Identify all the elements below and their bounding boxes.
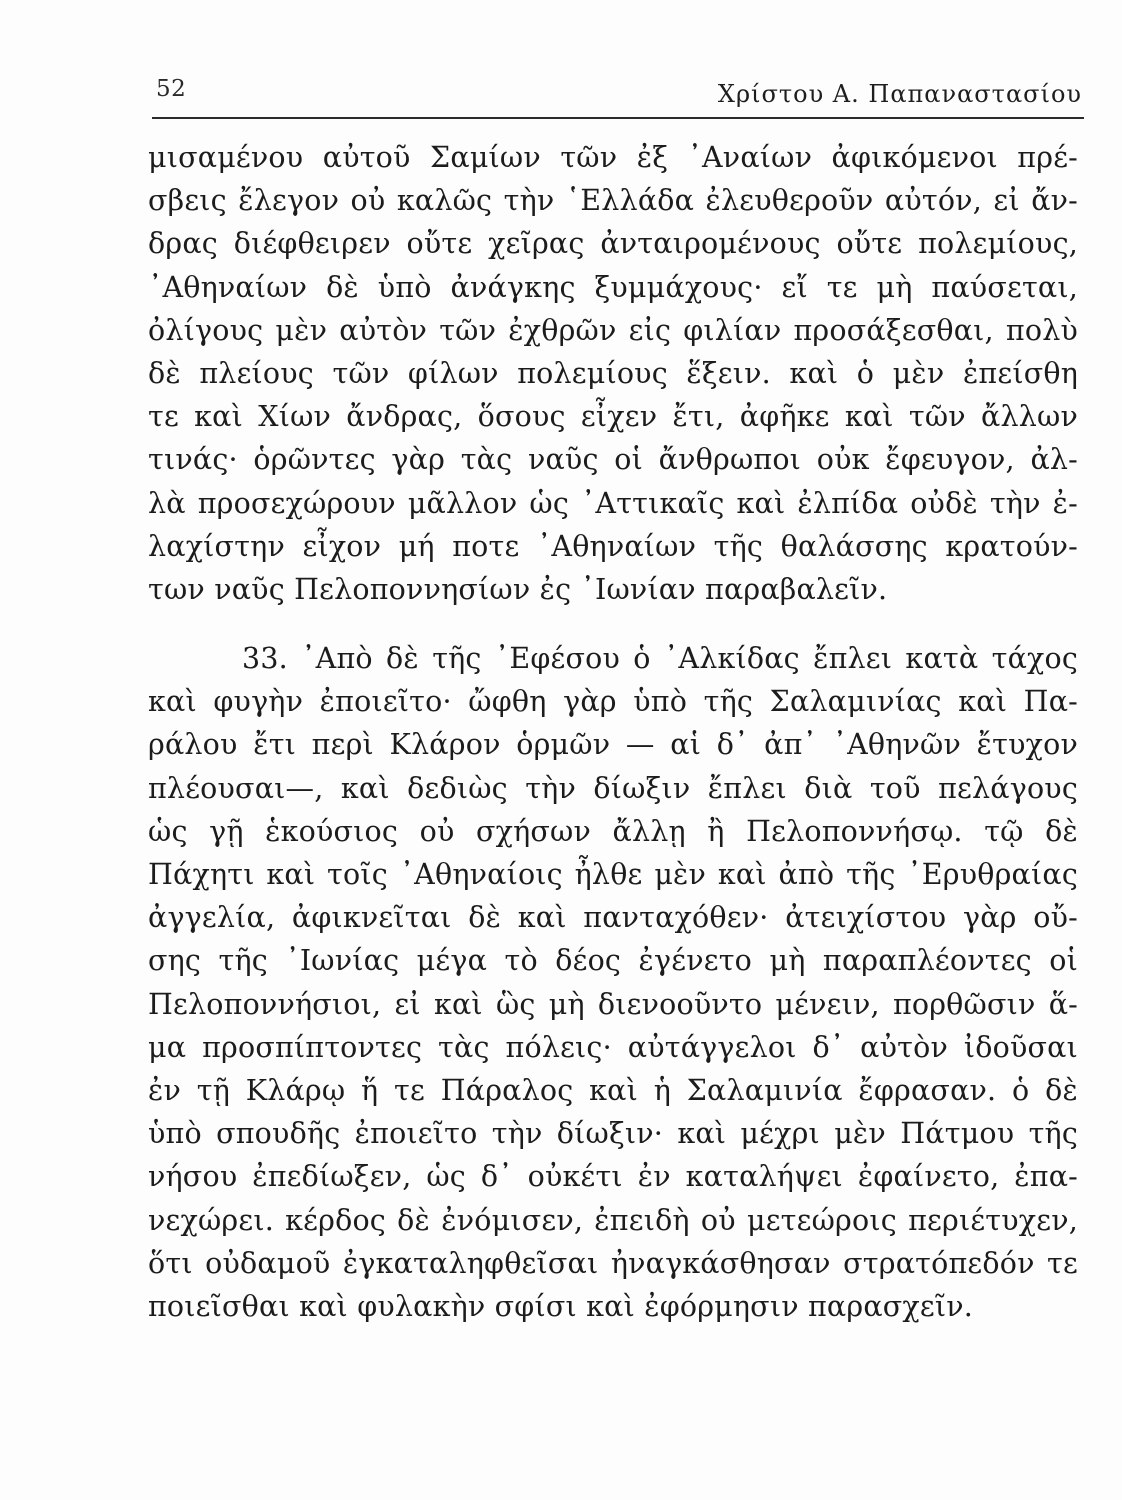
text-line: λὰ προσεχώρουν μᾶλλον ὡς ᾿Αττικαῖς καὶ ἐλπίδα οὐδὲ τὴν ἐ-	[148, 486, 1078, 520]
header-rule	[152, 117, 1084, 119]
text-line: ἐν τῇ Κλάρῳ ἥ τε Πάραλος καὶ ἡ Σαλαμινία ἔφρασαν. ὁ δὲ	[148, 1073, 1078, 1107]
text-line: Πελοποννήσιοι, εἰ καὶ ὣς μὴ διενοοῦντο μένειν, πορθῶσιν ἅ-	[148, 987, 1078, 1021]
text-line: μισαμένου αὐτοῦ Σαμίων τῶν ἐξ ᾿Αναίων ἀφικόμενοι πρέ-	[148, 141, 1078, 174]
text-line: νήσου ἐπεδίωξεν, ὡς δ᾿ οὐκέτι ἐν καταλήψει ἐφαίνετο, ἐπα-	[148, 1160, 1078, 1194]
body-text	[148, 136, 1078, 1328]
paragraph-2	[148, 637, 1078, 1328]
text-line: νεχώρει. κέρδος δὲ ἐνόμισεν, ἐπειδὴ οὐ μετεώροις περιέτυχεν,	[148, 1203, 1078, 1237]
text-line: καὶ φυγὴν ἐποιεῖτο· ὤφθη γὰρ ὑπὸ τῆς Σαλαμινίας καὶ Πα-	[148, 685, 1078, 719]
text-line: ἀγγελία, ἀφικνεῖται δὲ καὶ πανταχόθεν· ἀτειχίστου γὰρ οὔ-	[148, 901, 1078, 935]
text-line: σης τῆς ᾿Ιωνίας μέγα τὸ δέος ἐγένετο μὴ παραπλέοντες οἱ	[148, 944, 1078, 978]
text-line: ὑπὸ σπουδῆς ἐποιεῖτο τὴν δίωξιν· καὶ μέχρι μὲν Πάτμου τῆς	[148, 1117, 1078, 1151]
text-line: Πάχητι καὶ τοῖς ᾿Αθηναίοις ἦλθε μὲν καὶ ἀπὸ τῆς ᾿Ερυθραίας	[148, 858, 1078, 891]
text-line: ᾿Αθηναίων δὲ ὑπὸ ἀνάγκης ξυμμάχους· εἴ τε μὴ παύσεται,	[148, 270, 1078, 304]
text-line: δὲ πλείους τῶν φίλων πολεμίους ἕξειν. καὶ ὁ μὲν ἐπείσθη	[148, 356, 1078, 390]
text-line: 33. ᾿Απὸ δὲ τῆς ᾿Εφέσου ὁ ᾿Αλκίδας ἔπλει κατὰ τάχος	[242, 642, 1078, 676]
text-line: ράλου ἔτι περὶ Κλάρον ὁρμῶν — αἱ δ᾿ ἀπ᾿ ᾿Αθηνῶν ἔτυχον	[148, 728, 1078, 762]
text-line: λαχίστην εἶχον μή ποτε ᾿Αθηναίων τῆς θαλάσσης κρατούν-	[148, 529, 1078, 563]
text-line: τινάς· ὁρῶντες γὰρ τὰς ναῦς οἱ ἄνθρωποι οὐκ ἔφευγον, ἀλ-	[148, 443, 1078, 477]
text-line: σβεις ἔλεγον οὐ καλῶς τὴν ῾Ελλάδα ἐλευθεροῦν αὐτόν, εἰ ἄν-	[148, 184, 1078, 218]
page-number: 52	[156, 76, 187, 102]
paragraph-1	[148, 136, 1078, 611]
text-line: μα προσπίπτοντες τὰς πόλεις· αὐτάγγελοι δ᾿ αὐτὸν ἰδοῦσαι	[148, 1030, 1078, 1064]
text-line: τε καὶ Χίων ἄνδρας, ὅσους εἶχεν ἔτι, ἀφῆκε καὶ τῶν ἄλλων	[148, 400, 1078, 434]
text-line: ὀλίγους μὲν αὐτὸν τῶν ἐχθρῶν εἰς φιλίαν προσάξεσθαι, πολὺ	[148, 313, 1078, 347]
text-line: πλέουσαι—, καὶ δεδιὼς τὴν δίωξιν ἔπλει διὰ τοῦ πελάγους	[148, 771, 1078, 805]
running-title: Χρίστου Α. Παπαναστασίου	[717, 80, 1082, 108]
text-line: ποιεῖσθαι καὶ φυλακὴν σφίσι καὶ ἐφόρμησιν παρασχεῖν.	[148, 1289, 974, 1323]
text-line: ὡς γῇ ἑκούσιος οὐ σχήσων ἄλλῃ ἢ Πελοποννήσῳ. τῷ δὲ	[148, 814, 1078, 848]
paragraph-gap	[148, 611, 1078, 637]
text-line: ὅτι οὐδαμοῦ ἐγκαταληφθεῖσαι ἠναγκάσθησαν στρατόπεδόν τε	[148, 1246, 1078, 1280]
text-line: των ναῦς Πελοποννησίων ἐς ᾿Ιωνίαν παραβαλεῖν.	[148, 572, 888, 606]
text-line: δρας διέφθειρεν οὔτε χεῖρας ἀνταιρομένους οὔτε πολεμίους,	[148, 227, 1078, 261]
running-header	[152, 70, 1082, 118]
